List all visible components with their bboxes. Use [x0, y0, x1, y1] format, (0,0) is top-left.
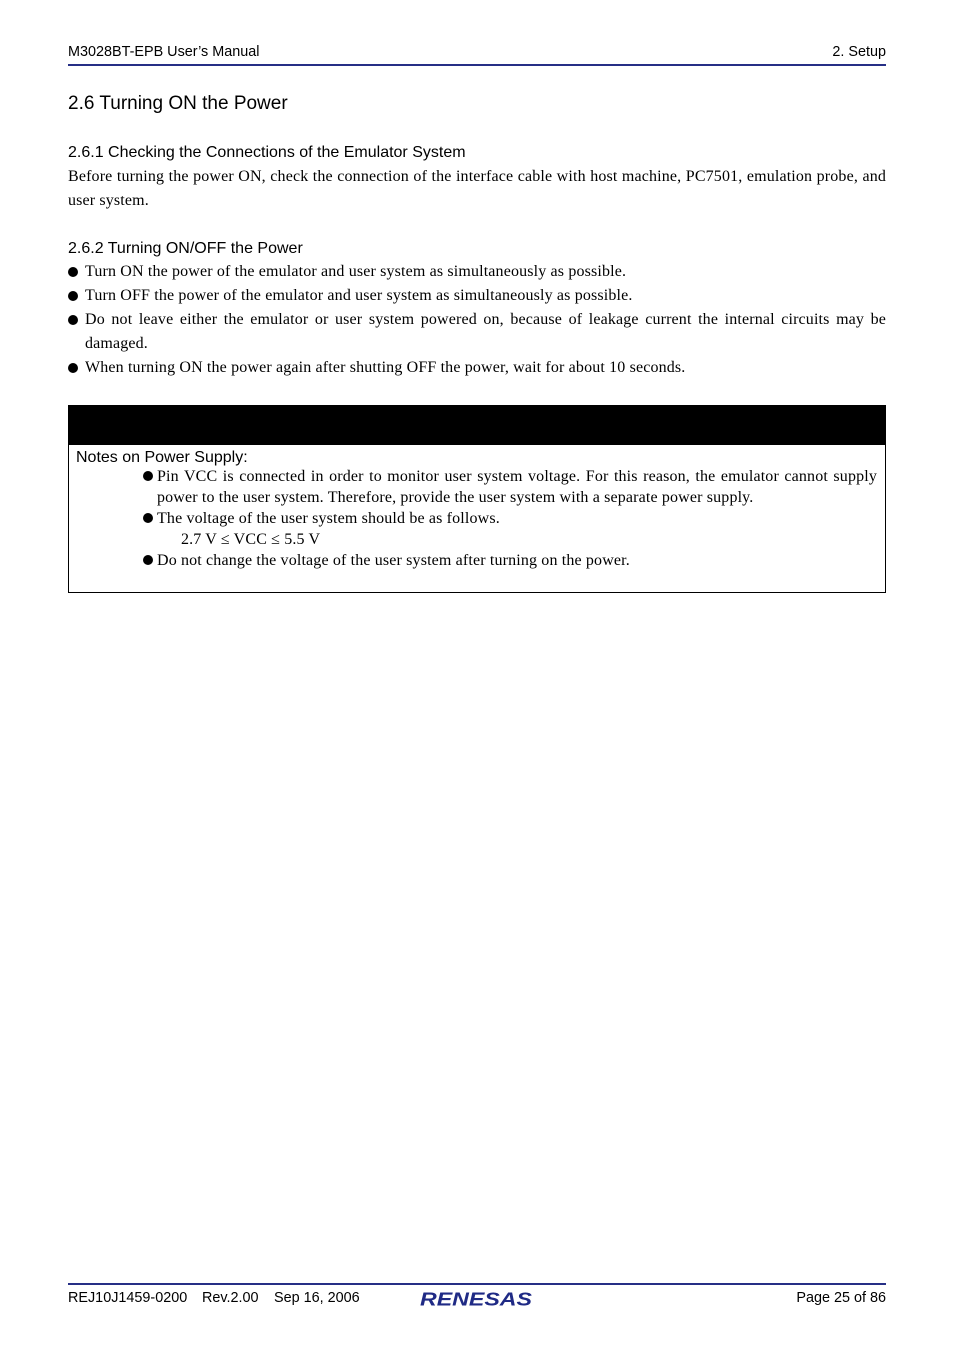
notice-heading: Notes on Power Supply:	[76, 449, 248, 466]
bullet-icon	[143, 471, 153, 481]
footer-revision: Rev.2.00	[202, 1290, 259, 1306]
list-item	[68, 284, 886, 308]
notice-bullet-list	[143, 466, 877, 571]
subsection-title: 2.6.1 Checking the Connections of the Emulator System	[68, 144, 466, 161]
bullet-icon	[68, 363, 78, 373]
header-rule	[68, 64, 886, 66]
footer-doc-number: REJ10J1459-0200	[68, 1290, 188, 1306]
footer-date: Sep 16, 2006	[274, 1290, 360, 1306]
list-item	[143, 466, 877, 508]
section-title: 2.6 Turning ON the Power	[68, 93, 288, 114]
renesas-logo	[420, 1291, 532, 1307]
list-item	[143, 550, 877, 571]
bullet-icon	[68, 315, 78, 325]
list-item-text: Do not leave either the emulator or user system powered on, because of leakage current the internal circuits may be damaged.	[85, 311, 886, 352]
list-item-text: Turn OFF the power of the emulator and user system as simultaneously as possible.	[85, 287, 633, 304]
list-item-text: The voltage of the user system should be as follows.	[157, 510, 500, 527]
list-item-text: Pin VCC is connected in order to monitor user system voltage. For this reason, the emulator cannot supply power to the user system. Therefore, provide the user system with a separate power supply.	[157, 468, 877, 506]
bullet-icon	[143, 513, 153, 523]
bullet-icon	[68, 291, 78, 301]
bullet-list	[68, 260, 886, 380]
renesas-logo-text: RENESAS	[420, 1291, 532, 1307]
running-header-chapter: 2. Setup	[832, 44, 886, 60]
list-item	[68, 260, 886, 284]
footer-page-number: Page 25 of 86	[796, 1290, 886, 1306]
subsection-title: 2.6.2 Turning ON/OFF the Power	[68, 240, 303, 257]
list-item	[68, 356, 886, 380]
running-header-title: M3028BT-EPB User’s Manual	[68, 44, 260, 60]
list-item-text: When turning ON the power again after shutting OFF the power, wait for about 10 seconds.	[85, 359, 686, 376]
voltage-range-formula: 2.7 V ≤ VCC ≤ 5.5 V	[181, 531, 321, 548]
list-item-text: Turn ON the power of the emulator and user system as simultaneously as possible.	[85, 263, 627, 280]
bullet-icon	[143, 555, 153, 565]
bullet-icon	[68, 267, 78, 277]
notice-box	[68, 405, 886, 593]
list-item-text: Do not change the voltage of the user system after turning on the power.	[157, 552, 630, 569]
list-item	[143, 508, 877, 550]
footer-rule	[68, 1283, 886, 1285]
body-paragraph: Before turning the power ON, check the connection of the interface cable with host machine, PC7501, emulation probe, and user system.	[68, 168, 886, 209]
notice-box-header-bar	[69, 406, 885, 445]
list-item	[68, 308, 886, 356]
